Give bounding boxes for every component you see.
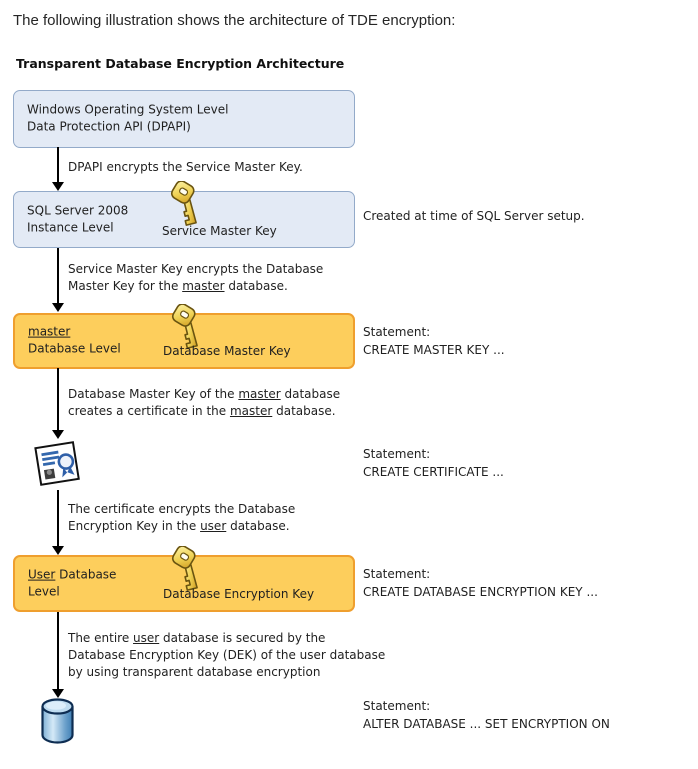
arrow-label-3-seg: Database Master Key of the	[68, 387, 239, 401]
key-icon	[166, 181, 200, 229]
arrow-label-3-line1	[68, 386, 340, 403]
arrow-label-5-underlined: user	[133, 631, 160, 645]
arrow-line-1	[57, 147, 59, 183]
arrow-down-icon	[52, 303, 64, 312]
certificate-icon	[31, 435, 83, 492]
arrow-line-4	[57, 490, 59, 547]
arrow-label-5-seg: database is secured by the	[159, 631, 326, 645]
arrow-label-4-underlined: user	[200, 519, 227, 533]
note-instance-text: Created at time of SQL Server setup.	[363, 209, 585, 223]
box-windows-line2: Data Protection API (DPAPI)	[27, 120, 191, 134]
arrow-label-5-seg: The entire	[68, 631, 134, 645]
box-user-label	[28, 566, 116, 601]
note-master-statement	[363, 323, 505, 359]
box-master-line2: Database Level	[28, 342, 121, 356]
box-master-db-level	[13, 313, 355, 369]
intro-text: The following illustration shows the architecture of TDE encryption:	[13, 12, 456, 29]
arrow-line-2	[57, 248, 59, 304]
arrow-label-2	[68, 261, 323, 295]
statement-label: Statement:	[363, 699, 431, 713]
box-instance-line1: SQL Server 2008	[27, 203, 129, 218]
arrow-label-5-line2: Database Encryption Key (DEK) of the user database	[68, 648, 386, 662]
box-instance-level	[13, 191, 355, 248]
arrow-label-2-seg: Master Key for the	[68, 279, 183, 293]
arrow-label-4	[68, 501, 295, 535]
arrow-label-5-line1	[68, 630, 385, 647]
box-master-line1: master	[28, 324, 71, 339]
arrow-label-3-seg: database	[280, 387, 341, 401]
note-certificate-statement	[363, 445, 504, 481]
arrow-label-2-underlined: master	[182, 279, 225, 293]
box-user-line2: Level	[28, 584, 60, 599]
box-master-label	[28, 324, 121, 359]
arrow-label-4-seg: Encryption Key in the	[68, 519, 201, 533]
arrow-label-4-seg: database.	[226, 519, 290, 533]
arrow-label-3-underlined: master	[229, 404, 273, 418]
box-user-underlined: User	[28, 567, 56, 582]
arrow-label-4-line1: The certificate encrypts the Database	[68, 502, 296, 516]
diagram-title: Transparent Database Encryption Architecture	[16, 56, 345, 71]
arrow-label-5	[68, 630, 385, 681]
database-master-key-label: Database Master Key	[163, 344, 291, 358]
box-windows-line1: Windows Operating System Level	[27, 102, 229, 117]
box-windows-os-level	[13, 90, 355, 148]
database-encryption-key-label: Database Encryption Key	[163, 587, 315, 601]
statement-label: Statement:	[363, 567, 431, 581]
arrow-down-icon	[52, 182, 64, 191]
arrow-label-4-line2	[68, 518, 295, 535]
box-instance-label	[27, 202, 128, 237]
arrow-label-3-seg: creates a certificate in the	[68, 404, 230, 418]
arrow-label-1-line1: DPAPI encrypts the Service Master Key.	[68, 160, 303, 174]
arrow-line-5	[57, 612, 59, 690]
arrow-label-2-seg: database.	[224, 279, 288, 293]
arrow-label-2-line1: Service Master Key encrypts the Database	[68, 262, 324, 276]
box-instance-line2: Instance Level	[27, 220, 114, 235]
statement-label: Statement:	[363, 447, 431, 461]
box-windows-os-label	[27, 102, 228, 137]
arrow-label-1	[68, 159, 303, 176]
database-cylinder-icon	[40, 697, 75, 745]
arrow-line-3	[57, 368, 59, 431]
arrow-label-5-line3: by using transparent database encryption	[68, 665, 321, 679]
statement-create-dek: CREATE DATABASE ENCRYPTION KEY ...	[363, 585, 598, 599]
statement-create-master-key: CREATE MASTER KEY ...	[363, 343, 505, 357]
arrow-label-3-underlined: master	[238, 387, 281, 401]
box-user-seg: Database	[55, 567, 117, 582]
note-instance	[363, 207, 585, 225]
service-master-key-label: Service Master Key	[162, 224, 277, 238]
box-user-db-level	[13, 555, 355, 612]
statement-alter-database: ALTER DATABASE ... SET ENCRYPTION ON	[363, 717, 610, 731]
statement-label: Statement:	[363, 325, 431, 339]
note-database-statement	[363, 697, 610, 733]
arrow-label-2-line2	[68, 278, 323, 295]
arrow-label-3-seg: database.	[272, 404, 336, 418]
arrow-label-3-line2	[68, 403, 340, 420]
statement-create-certificate: CREATE CERTIFICATE ...	[363, 465, 504, 479]
note-user-statement	[363, 565, 598, 601]
arrow-label-3	[68, 386, 340, 420]
box-user-line1	[28, 566, 116, 583]
arrow-down-icon	[52, 546, 64, 555]
